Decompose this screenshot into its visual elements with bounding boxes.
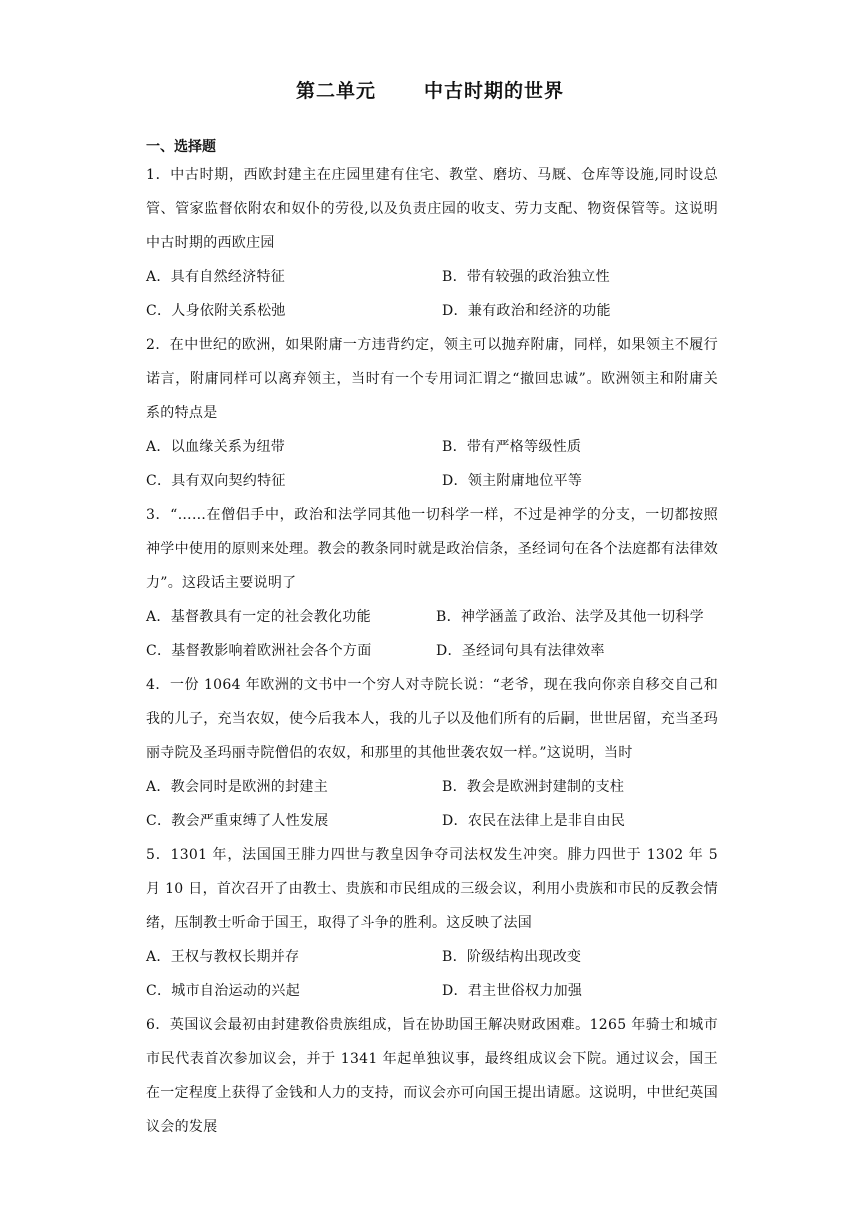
option-d: D．君主世俗权力加强: [442, 983, 583, 999]
question-stem: 1．中古时期，西欧封建主在庄园里建有住宅、教堂、磨坊、马厩、仓库等设施,同时设总管、管家监督依附农和奴仆的劳役,以及负责庄园的收支、劳力支配、物资保管等。这说明中古时期的西欧庄园: [146, 167, 718, 251]
option-b: B．教会是欧洲封建制的支柱: [442, 779, 625, 795]
option-d: D．兼有政治和经济的功能: [442, 303, 611, 319]
question-stem: 5．1301 年，法国国王腓力四世与教皇因争夺司法权发生冲突。腓力四世于 1302 年 5 月 10 日，首次召开了由教士、贵族和市民组成的三级会议，利用小贵族和市民的反教会情绪，压制教士听命于国王，取得了斗争的胜利。这反映了法国: [146, 847, 718, 931]
question-1: [146, 158, 718, 328]
question-stem: 2．在中世纪的欧洲，如果附庸一方违背约定，领主可以抛弃附庸，同样，如果领主不履行诺言，附庸同样可以离弃领主，当时有一个专用词汇谓之“撤回忠诚”。欧洲领主和附庸关系的特点是: [146, 337, 718, 421]
option-c: C．教会严重束缚了人性发展: [146, 813, 329, 829]
option-b: B．带有严格等级性质: [442, 439, 582, 455]
option-c: C．具有双向契约特征: [146, 473, 286, 489]
section-heading: 一、选择题: [146, 139, 216, 155]
option-row: [146, 260, 718, 294]
option-row: [146, 940, 718, 974]
option-row: [146, 464, 718, 498]
question-6: [146, 1008, 718, 1144]
question-stem: 3．“……在僧侣手中，政治和法学同其他一切科学一样，不过是神学的分支，一切都按照神学中使用的原则来处理。教会的教条同时就是政治信条，圣经词句在各个法庭都有法律效力”。这段话主要说明了: [146, 507, 718, 591]
question-2: [146, 328, 718, 498]
option-a: A．教会同时是欧洲的封建主: [146, 779, 329, 795]
option-d: D．农民在法律上是非自由民: [442, 813, 626, 829]
question-stem: 6．英国议会最初由封建教俗贵族组成，旨在协助国王解决财政困难。1265 年骑士和城市市民代表首次参加议会，并于 1341 年起单独议事，最终组成议会下院。通过议会，国王在一定程度上获得了金钱和人力的支持，而议会亦可向国王提出请愿。这说明，中世纪英国议会的发展: [146, 1017, 718, 1135]
option-row: [146, 974, 718, 1008]
option-a: A．具有自然经济特征: [146, 269, 286, 285]
unit-label: 第二单元: [295, 80, 376, 102]
option-row: [146, 770, 718, 804]
option-c: C．基督教影响着欧洲社会各个方面: [146, 643, 372, 659]
option-row: [146, 600, 718, 634]
unit-title: 中古时期的世界: [424, 80, 565, 102]
option-c: C．城市自治运动的兴起: [146, 983, 301, 999]
option-c: C．人身依附关系松弛: [146, 303, 286, 319]
option-b: B．带有较强的政治独立性: [442, 269, 610, 285]
option-a: A．以血缘关系为纽带: [146, 439, 286, 455]
question-5: [146, 838, 718, 1008]
option-row: [146, 294, 718, 328]
question-3: [146, 498, 718, 668]
option-d: D．圣经词句具有法律效率: [436, 643, 605, 659]
option-row: [146, 634, 718, 668]
document-title: [0, 76, 860, 103]
option-a: A．基督教具有一定的社会教化功能: [146, 609, 371, 625]
option-row: [146, 804, 718, 838]
option-b: B．神学涵盖了政治、法学及其他一切科学: [436, 609, 704, 625]
option-b: B．阶级结构出现改变: [442, 949, 582, 965]
option-a: A．王权与教权长期并存: [146, 949, 300, 965]
option-d: D．领主附庸地位平等: [442, 473, 583, 489]
question-4: [146, 668, 718, 838]
question-stem: 4．一份 1064 年欧洲的文书中一个穷人对寺院长说：“老爷，现在我向你亲自移交自己和我的儿子，充当农奴，使今后我本人，我的儿子以及他们所有的后嗣，世世居留，充当圣玛丽寺院及圣玛丽寺院僧侣的农奴，和那里的其他世袭农奴一样。”这说明，当时: [146, 677, 718, 761]
question-list: [146, 158, 718, 1144]
option-row: [146, 430, 718, 464]
